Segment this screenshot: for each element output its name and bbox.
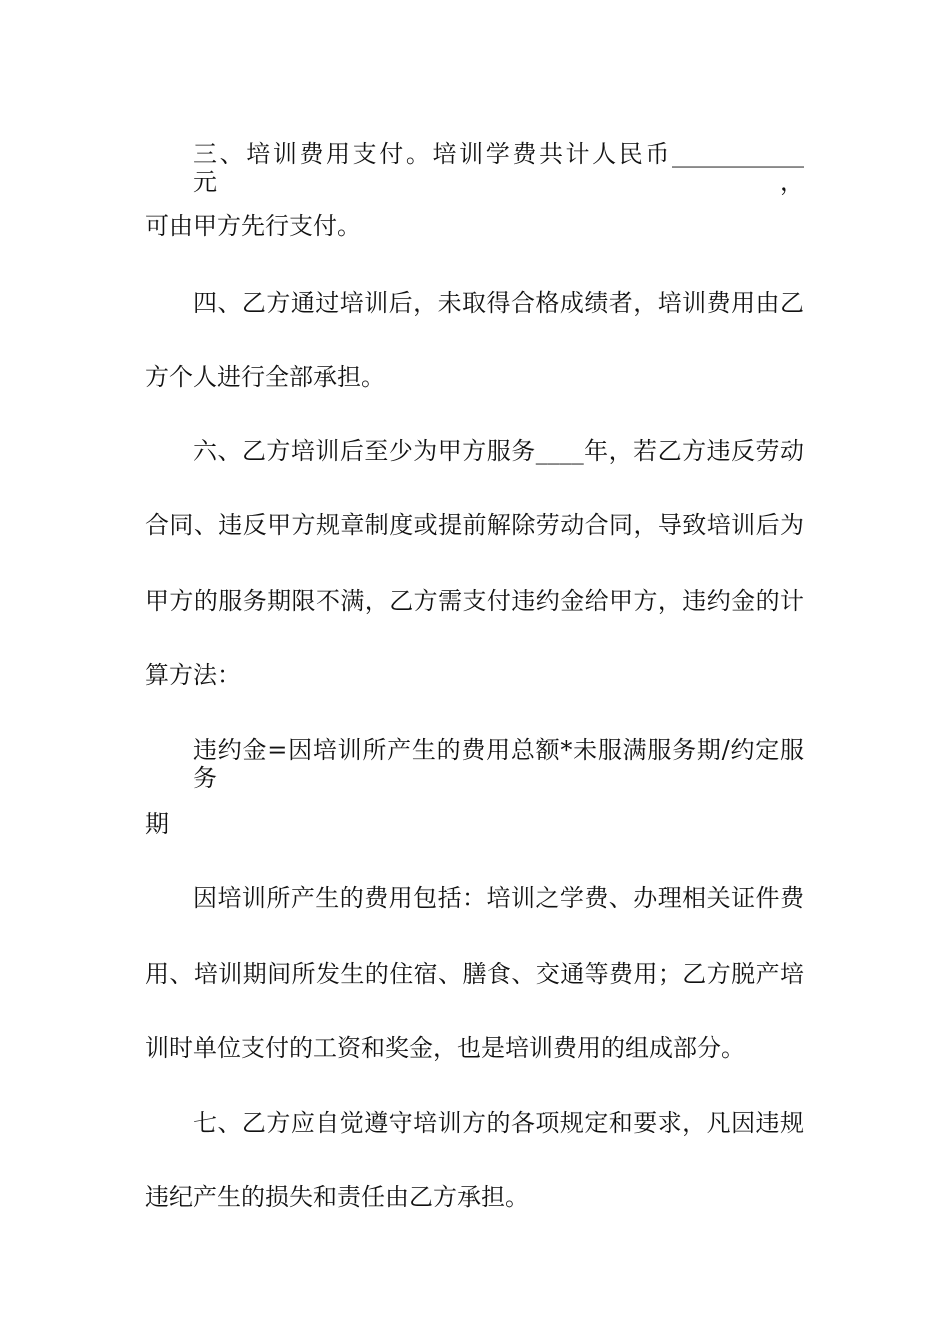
paragraph-4-line-1: 违约金=因培训所产生的费用总额*未服满服务期/约定服务 (193, 736, 804, 792)
paragraph-3-line-2: 合同、违反甲方规章制度或提前解除劳动合同，导致培训后为 (145, 511, 804, 539)
paragraph-5-line-3: 训时单位支付的工资和奖金，也是培训费用的组成部分。 (145, 1034, 745, 1062)
paragraph-6-line-1: 七、乙方应自觉遵守培训方的各项规定和要求，凡因违规 (193, 1109, 804, 1137)
paragraph-3-line-4: 算方法： (145, 661, 241, 689)
paragraph-5-line-1: 因培训所产生的费用包括：培训之学费、办理相关证件费 (193, 884, 804, 912)
paragraph-2-line-1: 四、乙方通过培训后，未取得合格成绩者，培训费用由乙 (193, 289, 804, 317)
paragraph-1-line-2: 可由甲方先行支付。 (145, 212, 361, 240)
paragraph-2-line-2: 方个人进行全部承担。 (145, 363, 385, 391)
paragraph-1-line-1: 三、培训费用支付。培训学费共计人民币___________元， (193, 140, 804, 196)
paragraph-3-line-1: 六、乙方培训后至少为甲方服务____年，若乙方违反劳动 (193, 437, 804, 465)
paragraph-3-line-3: 甲方的服务期限不满，乙方需支付违约金给甲方，违约金的计 (145, 587, 804, 615)
paragraph-4-line-2: 期 (145, 810, 169, 838)
paragraph-6-line-2: 违纪产生的损失和责任由乙方承担。 (145, 1183, 529, 1211)
paragraph-5-line-2: 用、培训期间所发生的住宿、膳食、交通等费用；乙方脱产培 (145, 960, 804, 988)
